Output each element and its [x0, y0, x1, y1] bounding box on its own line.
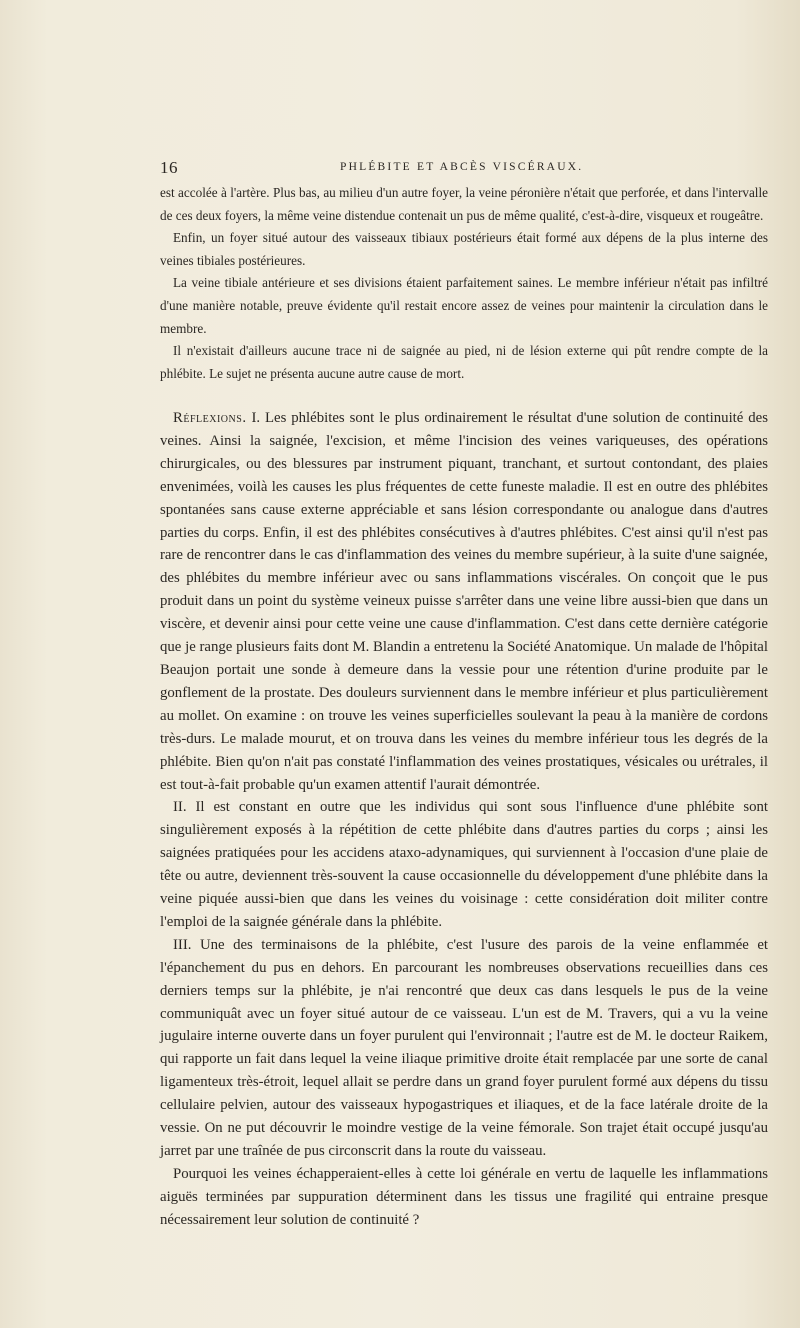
reflexions-paragraph: II. Il est constant en outre que les individus qui sont sous l'influence d'une phlébite sont singulièrement exposés à la répétition de cette phlébite dans d'autres parties du corps ; ainsi les saignées pratiquées pour les accidens ataxo-adynamiques, qui surviennent à l'occasion d'une plaie de tête ou autre, deviennent très-souvent la cause occasionnelle du développement d'une phlébite dans la veine piquée aussi-bien que dans les veines du voisinage : cette considération doit militer contre l'emploi de la saignée générale dans la phlébite. — [160, 799, 768, 930]
case-paragraph: La veine tibiale antérieure et ses divisions étaient parfaitement saines. Le membre inférieur n'était pas infiltré d'une manière notable, preuve évidente qu'il restait encore assez de veines pour maintenir la circulation dans le membre. — [160, 275, 768, 336]
case-paragraph: est accolée à l'artère. Plus bas, au milieu d'un autre foyer, la veine péronière n'était que perforée, et dans l'intervalle de ces deux foyers, la même veine distendue contenait un pus de même qualité, c'est-à-dire, visqueux et rougeâtre. — [160, 185, 768, 223]
case-paragraph: Il n'existait d'ailleurs aucune trace ni de saignée au pied, ni de lésion externe qui pût rendre compte de la phlébite. Le sujet ne présenta aucune autre cause de mort. — [160, 343, 768, 381]
reflexions-section — [160, 407, 768, 1232]
reflexions-paragraph: III. Une des terminaisons de la phlébite, c'est l'usure des parois de la veine enflammée et l'épanchement du pus en dehors. En parcourant les nombreuses observations recueillies dans ces derniers temps sur la phlébite, je n'ai rencontré que deux cas dans lesquels le pus de la veine communiquât avec un foyer situé autour de ce vaisseau. L'un est de M. Travers, qui a vu la veine jugulaire interne ouverte dans un foyer purulent qui l'environnait ; l'autre est de M. le docteur Raikem, qui rapporte un fait dans lequel la veine iliaque primitive droite était remplacée par une sorte de canal ligamenteux très-étroit, lequel allait se perdre dans un grand foyer purulent formé aux dépens du tissu cellulaire pelvien, autour des vaisseaux hypogastriques et iliaques, et de la face latérale droite de la vessie. On ne put découvrir le moindre vestige de la veine fémorale. Son trajet était occupé jusqu'au jarret par une traînée de pus circonscrit dans la route du vaisseau. — [160, 936, 768, 1159]
case-observation-text — [160, 182, 768, 385]
reflexions-heading: Réflexions. — [173, 410, 247, 426]
reflexions-paragraph: Pourquoi les veines échapperaient-elles à cette loi générale en vertu de laquelle les inflammations aiguës terminées par suppuration déterminent dans les tissus une fragilité qui entraine presque nécessairement leur solution de continuité ? — [160, 1165, 768, 1228]
page-header — [160, 158, 768, 180]
case-paragraph: Enfin, un foyer situé autour des vaisseaux tibiaux postérieurs était formé aux dépens de la plus interne des veines tibiales postérieures. — [160, 230, 768, 268]
reflexions-paragraph — [160, 407, 768, 796]
running-title: PHLÉBITE ET ABCÈS VISCÉRAUX. — [340, 161, 584, 173]
page-number: 16 — [160, 158, 178, 177]
reflexions-text: I. Les phlébites sont le plus ordinairement le résultat d'une solution de continuité des veines. Ainsi la saignée, l'excision, et même l'incision des veines variqueuses, des opérations chirurgicales, ou des blessures par instrument piquant, tranchant, et surtout contondant, des plaies envenimées, voilà les causes les plus fréquentes de cette funeste maladie. Il est en outre des phlébites spontanées sans cause externe appréciable et sans lésion correspondante ou analogue dans d'autres parties du corps. Enfin, il est des phlébites consécutives à d'autres phlébites. C'est ainsi qu'il n'est pas rare de rencontrer dans le cas d'inflammation des veines du membre supérieur, à la suite d'une saignée, des phlébites du membre inférieur avec ou sans inflammations viscérales. On conçoit que le pus produit dans un point du système veineux puisse s'arrêter dans une veine libre aussi-bien que dans un viscère, et devenir ainsi pour cette veine une cause d'inflammation. C'est dans cette dernière catégorie que je range plusieurs faits dont M. Blandin a entretenu la Société Anatomique. Un malade de l'hôpital Beaujon portait une sonde à demeure dans la vessie pour une rétention d'urine produite par le gonflement de la prostate. Des douleurs surviennent dans le membre inférieur et plus particulièrement au mollet. On examine : on trouve les veines superficielles soulevant la peau à la manière de cordons très-durs. Le malade mourut, et on trouva dans les veines du membre inférieur tous les degrés de la phlébite. Bien qu'on n'ait pas constaté l'inflammation des veines prostatiques, vésicales ou urétrales, il est tout-à-fait probable qu'un examen attentif l'aurait démontrée. — [160, 410, 768, 793]
